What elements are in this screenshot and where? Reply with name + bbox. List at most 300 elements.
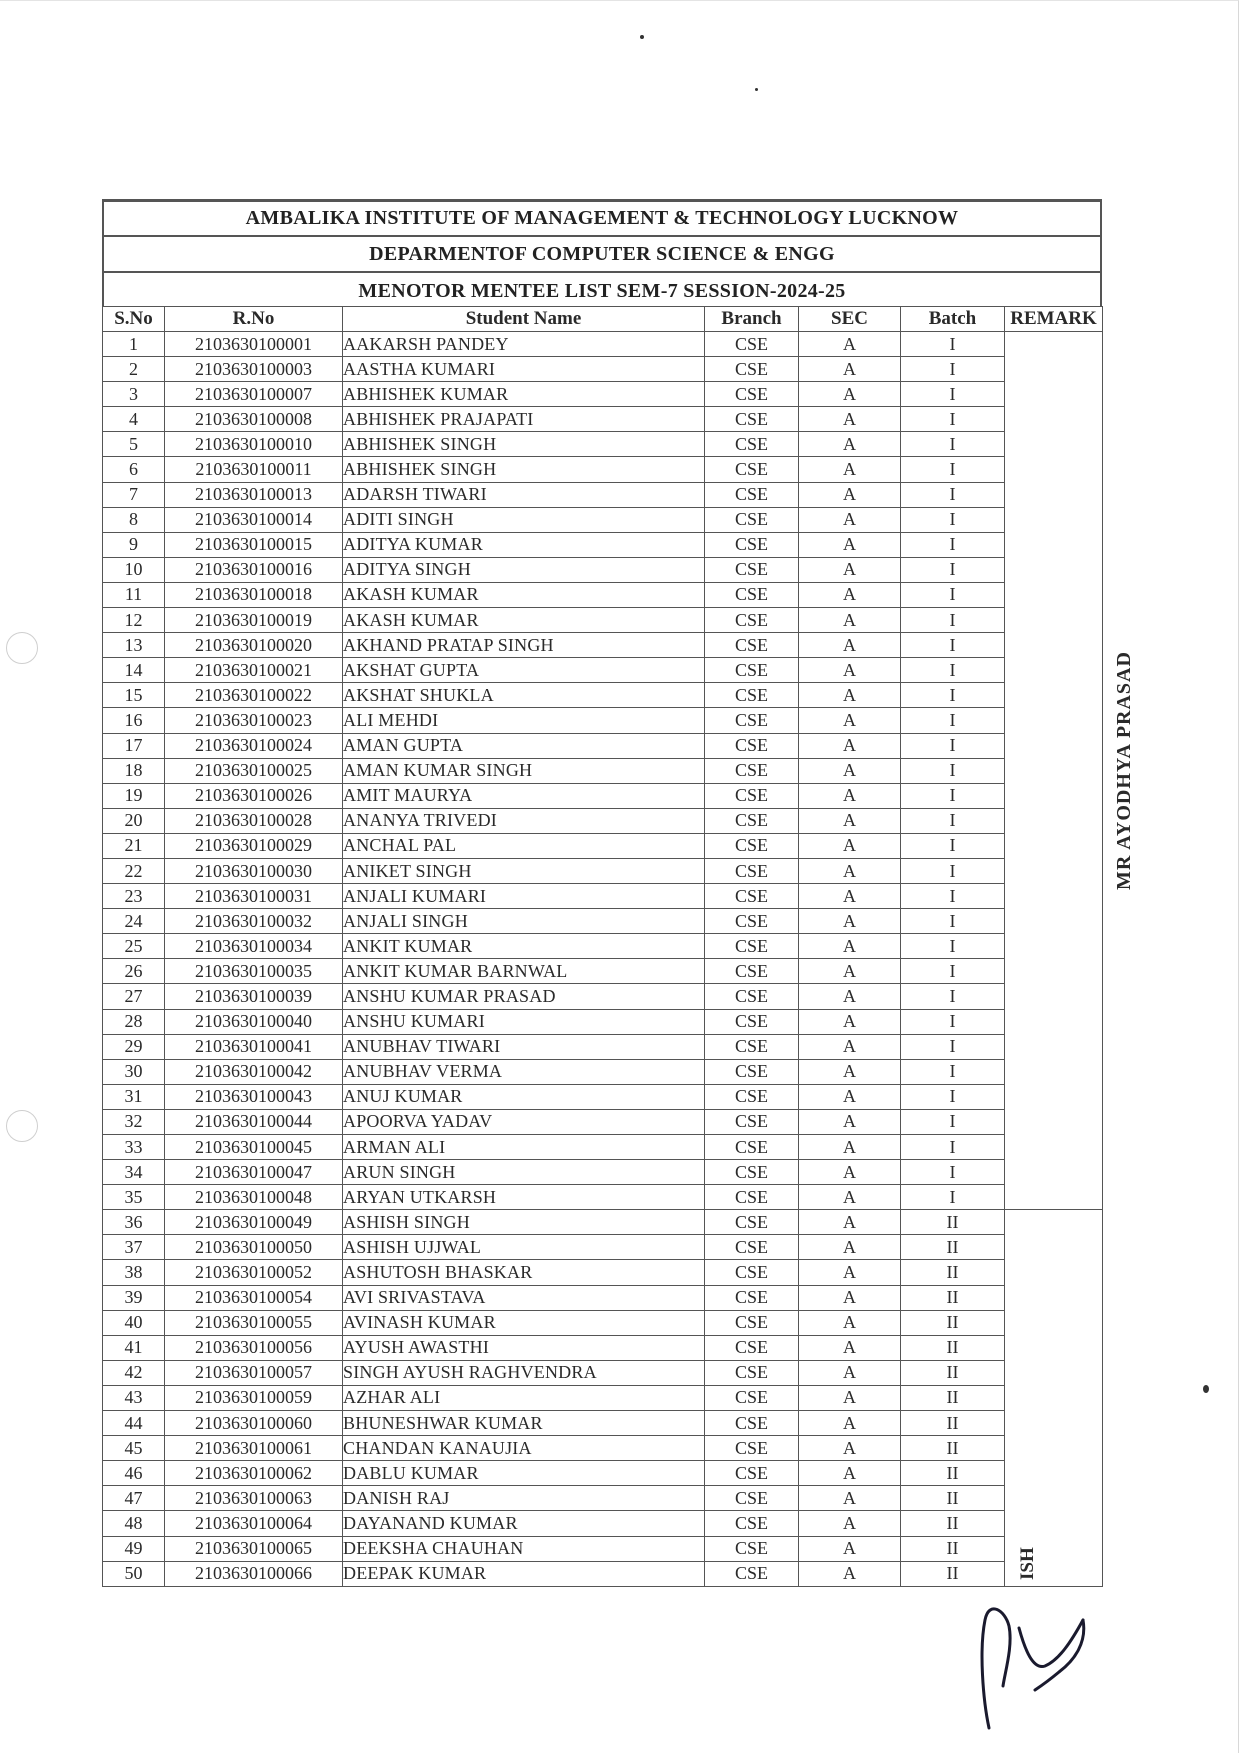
table-row xyxy=(103,783,1103,808)
serial-number-cell: 32 xyxy=(103,1109,165,1134)
mentor-name: ISH xyxy=(1017,1546,1038,1580)
section-cell: A xyxy=(799,1235,901,1260)
section-cell: A xyxy=(799,1461,901,1486)
roll-number-cell: 2103630100020 xyxy=(165,633,343,658)
student-name-cell: AMAN GUPTA xyxy=(343,733,705,758)
branch-cell: CSE xyxy=(705,858,799,883)
table-row xyxy=(103,457,1103,482)
branch-cell: CSE xyxy=(705,1034,799,1059)
batch-cell: I xyxy=(901,1135,1005,1160)
serial-number-cell: 24 xyxy=(103,909,165,934)
roll-number-cell: 2103630100030 xyxy=(165,858,343,883)
serial-number-cell: 46 xyxy=(103,1461,165,1486)
branch-cell: CSE xyxy=(705,833,799,858)
batch-cell: I xyxy=(901,884,1005,909)
table-row xyxy=(103,934,1103,959)
batch-cell: I xyxy=(901,332,1005,357)
serial-number-cell: 9 xyxy=(103,532,165,557)
roll-number-cell: 2103630100041 xyxy=(165,1034,343,1059)
roll-number-cell: 2103630100032 xyxy=(165,909,343,934)
section-cell: A xyxy=(799,1436,901,1461)
section-cell: A xyxy=(799,357,901,382)
batch-cell: II xyxy=(901,1461,1005,1486)
student-name-cell: ANUJ KUMAR xyxy=(343,1084,705,1109)
roll-number-cell: 2103630100061 xyxy=(165,1436,343,1461)
batch-cell: I xyxy=(901,1009,1005,1034)
table-row xyxy=(103,1235,1103,1260)
roll-number-cell: 2103630100059 xyxy=(165,1385,343,1410)
table-row xyxy=(103,557,1103,582)
table-row xyxy=(103,909,1103,934)
serial-number-cell: 23 xyxy=(103,884,165,909)
section-cell: A xyxy=(799,1009,901,1034)
batch-cell: II xyxy=(901,1260,1005,1285)
table-row xyxy=(103,959,1103,984)
student-name-cell: ANJALI SINGH xyxy=(343,909,705,934)
section-cell: A xyxy=(799,1285,901,1310)
mentee-table xyxy=(102,306,1135,1587)
table-row xyxy=(103,432,1103,457)
table-row xyxy=(103,608,1103,633)
batch-cell: I xyxy=(901,1059,1005,1084)
branch-cell: CSE xyxy=(705,407,799,432)
batch-cell: I xyxy=(901,909,1005,934)
serial-number-cell: 16 xyxy=(103,708,165,733)
roll-number-cell: 2103630100015 xyxy=(165,532,343,557)
table-row xyxy=(103,1385,1103,1410)
scan-speck xyxy=(640,35,644,39)
batch-cell: I xyxy=(901,382,1005,407)
batch-cell: I xyxy=(901,582,1005,607)
serial-number-cell: 28 xyxy=(103,1009,165,1034)
section-cell: A xyxy=(799,1260,901,1285)
serial-number-cell: 21 xyxy=(103,833,165,858)
serial-number-cell: 30 xyxy=(103,1059,165,1084)
section-cell: A xyxy=(799,457,901,482)
table-row xyxy=(103,1009,1103,1034)
serial-number-cell: 49 xyxy=(103,1536,165,1561)
serial-number-cell: 29 xyxy=(103,1034,165,1059)
table-row xyxy=(103,357,1103,382)
branch-cell: CSE xyxy=(705,1009,799,1034)
branch-cell: CSE xyxy=(705,1084,799,1109)
roll-number-cell: 2103630100064 xyxy=(165,1511,343,1536)
batch-cell: II xyxy=(901,1310,1005,1335)
roll-number-cell: 2103630100065 xyxy=(165,1536,343,1561)
batch-cell: I xyxy=(901,557,1005,582)
student-name-cell: ADARSH TIWARI xyxy=(343,482,705,507)
section-cell: A xyxy=(799,959,901,984)
section-cell: A xyxy=(799,884,901,909)
student-name-cell: ASHISH SINGH xyxy=(343,1210,705,1235)
batch-cell: I xyxy=(901,457,1005,482)
branch-cell: CSE xyxy=(705,959,799,984)
branch-cell: CSE xyxy=(705,382,799,407)
branch-cell: CSE xyxy=(705,708,799,733)
batch-cell: I xyxy=(901,1034,1005,1059)
roll-number-cell: 2103630100019 xyxy=(165,608,343,633)
batch-cell: II xyxy=(901,1561,1005,1586)
list-title: MENOTOR MENTEE LIST SEM-7 SESSION-2024-25 xyxy=(102,271,1102,306)
section-cell: A xyxy=(799,582,901,607)
branch-cell: CSE xyxy=(705,808,799,833)
table-row xyxy=(103,1109,1103,1134)
roll-number-cell: 2103630100003 xyxy=(165,357,343,382)
branch-cell: CSE xyxy=(705,582,799,607)
branch-cell: CSE xyxy=(705,909,799,934)
roll-number-cell: 2103630100001 xyxy=(165,332,343,357)
branch-cell: CSE xyxy=(705,482,799,507)
student-name-cell: AVINASH KUMAR xyxy=(343,1310,705,1335)
institute-title: AMBALIKA INSTITUTE OF MANAGEMENT & TECHNOLOGY LUCKNOW xyxy=(102,199,1102,235)
table-row xyxy=(103,1034,1103,1059)
section-cell: A xyxy=(799,1561,901,1586)
section-cell: A xyxy=(799,1310,901,1335)
serial-number-cell: 47 xyxy=(103,1486,165,1511)
branch-cell: CSE xyxy=(705,1260,799,1285)
serial-number-cell: 31 xyxy=(103,1084,165,1109)
table-row xyxy=(103,382,1103,407)
serial-number-cell: 5 xyxy=(103,432,165,457)
punch-hole xyxy=(6,1110,38,1142)
branch-cell: CSE xyxy=(705,1285,799,1310)
student-name-cell: DEEKSHA CHAUHAN xyxy=(343,1536,705,1561)
section-cell: A xyxy=(799,482,901,507)
section-cell: A xyxy=(799,658,901,683)
batch-cell: I xyxy=(901,532,1005,557)
student-name-cell: AKHAND PRATAP SINGH xyxy=(343,633,705,658)
batch-cell: I xyxy=(901,1109,1005,1134)
roll-number-cell: 2103630100062 xyxy=(165,1461,343,1486)
branch-cell: CSE xyxy=(705,1135,799,1160)
roll-number-cell: 2103630100049 xyxy=(165,1210,343,1235)
branch-cell: CSE xyxy=(705,633,799,658)
batch-cell: I xyxy=(901,858,1005,883)
serial-number-cell: 36 xyxy=(103,1210,165,1235)
serial-number-cell: 39 xyxy=(103,1285,165,1310)
student-name-cell: ANANYA TRIVEDI xyxy=(343,808,705,833)
student-name-cell: ARMAN ALI xyxy=(343,1135,705,1160)
serial-number-cell: 10 xyxy=(103,557,165,582)
student-name-cell: DABLU KUMAR xyxy=(343,1461,705,1486)
section-cell: A xyxy=(799,733,901,758)
branch-cell: CSE xyxy=(705,357,799,382)
student-name-cell: AAKARSH PANDEY xyxy=(343,332,705,357)
branch-cell: CSE xyxy=(705,1436,799,1461)
branch-cell: CSE xyxy=(705,934,799,959)
section-cell: A xyxy=(799,984,901,1009)
serial-number-cell: 1 xyxy=(103,332,165,357)
section-cell: A xyxy=(799,683,901,708)
batch-cell: II xyxy=(901,1511,1005,1536)
branch-cell: CSE xyxy=(705,432,799,457)
section-cell: A xyxy=(799,833,901,858)
section-cell: A xyxy=(799,608,901,633)
student-name-cell: SINGH AYUSH RAGHVENDRA xyxy=(343,1360,705,1385)
table-row xyxy=(103,1185,1103,1210)
roll-number-cell: 2103630100021 xyxy=(165,658,343,683)
handwritten-signature xyxy=(975,1590,1105,1730)
branch-cell: CSE xyxy=(705,1461,799,1486)
branch-cell: CSE xyxy=(705,1486,799,1511)
branch-cell: CSE xyxy=(705,608,799,633)
roll-number-cell: 2103630100043 xyxy=(165,1084,343,1109)
table-body xyxy=(103,332,1135,1587)
table-row xyxy=(103,633,1103,658)
department-title: DEPARMENTOF COMPUTER SCIENCE & ENGG xyxy=(102,235,1102,271)
table-row xyxy=(103,833,1103,858)
section-cell: A xyxy=(799,432,901,457)
serial-number-cell: 44 xyxy=(103,1411,165,1436)
batch-cell: I xyxy=(901,1185,1005,1210)
batch-cell: I xyxy=(901,758,1005,783)
roll-number-cell: 2103630100011 xyxy=(165,457,343,482)
roll-number-cell: 2103630100063 xyxy=(165,1486,343,1511)
student-name-cell: AMAN KUMAR SINGH xyxy=(343,758,705,783)
student-name-cell: AKSHAT SHUKLA xyxy=(343,683,705,708)
roll-number-cell: 2103630100034 xyxy=(165,934,343,959)
roll-number-cell: 2103630100008 xyxy=(165,407,343,432)
serial-number-cell: 19 xyxy=(103,783,165,808)
roll-number-cell: 2103630100010 xyxy=(165,432,343,457)
section-cell: A xyxy=(799,1511,901,1536)
serial-number-cell: 2 xyxy=(103,357,165,382)
branch-cell: CSE xyxy=(705,884,799,909)
column-header: Branch xyxy=(705,307,799,332)
scan-speck xyxy=(1203,1385,1209,1393)
branch-cell: CSE xyxy=(705,1511,799,1536)
roll-number-cell: 2103630100018 xyxy=(165,582,343,607)
serial-number-cell: 3 xyxy=(103,382,165,407)
batch-cell: II xyxy=(901,1335,1005,1360)
table-row xyxy=(103,658,1103,683)
serial-number-cell: 18 xyxy=(103,758,165,783)
branch-cell: CSE xyxy=(705,1310,799,1335)
table-row xyxy=(103,1135,1103,1160)
roll-number-cell: 2103630100023 xyxy=(165,708,343,733)
branch-cell: CSE xyxy=(705,1235,799,1260)
branch-cell: CSE xyxy=(705,1185,799,1210)
serial-number-cell: 13 xyxy=(103,633,165,658)
roll-number-cell: 2103630100014 xyxy=(165,507,343,532)
section-cell: A xyxy=(799,1185,901,1210)
section-cell: A xyxy=(799,1385,901,1410)
serial-number-cell: 15 xyxy=(103,683,165,708)
serial-number-cell: 43 xyxy=(103,1385,165,1410)
serial-number-cell: 8 xyxy=(103,507,165,532)
serial-number-cell: 25 xyxy=(103,934,165,959)
section-cell: A xyxy=(799,1135,901,1160)
student-name-cell: ASHUTOSH BHASKAR xyxy=(343,1260,705,1285)
student-name-cell: AZHAR ALI xyxy=(343,1385,705,1410)
branch-cell: CSE xyxy=(705,457,799,482)
student-name-cell: ABHISHEK SINGH xyxy=(343,432,705,457)
serial-number-cell: 22 xyxy=(103,858,165,883)
student-name-cell: AYUSH AWASTHI xyxy=(343,1335,705,1360)
batch-cell: II xyxy=(901,1285,1005,1310)
table-row xyxy=(103,1310,1103,1335)
serial-number-cell: 17 xyxy=(103,733,165,758)
serial-number-cell: 4 xyxy=(103,407,165,432)
table-row xyxy=(103,733,1103,758)
roll-number-cell: 2103630100055 xyxy=(165,1310,343,1335)
section-cell: A xyxy=(799,808,901,833)
student-name-cell: ANKIT KUMAR xyxy=(343,934,705,959)
branch-cell: CSE xyxy=(705,532,799,557)
table-row xyxy=(103,1486,1103,1511)
batch-cell: II xyxy=(901,1436,1005,1461)
serial-number-cell: 40 xyxy=(103,1310,165,1335)
student-name-cell: ANUBHAV TIWARI xyxy=(343,1034,705,1059)
branch-cell: CSE xyxy=(705,332,799,357)
student-name-cell: ANKIT KUMAR BARNWAL xyxy=(343,959,705,984)
section-cell: A xyxy=(799,783,901,808)
batch-cell: I xyxy=(901,407,1005,432)
roll-number-cell: 2103630100026 xyxy=(165,783,343,808)
student-name-cell: ABHISHEK PRAJAPATI xyxy=(343,407,705,432)
table-row xyxy=(103,1536,1103,1561)
student-name-cell: ARYAN UTKARSH xyxy=(343,1185,705,1210)
serial-number-cell: 48 xyxy=(103,1511,165,1536)
branch-cell: CSE xyxy=(705,984,799,1009)
section-cell: A xyxy=(799,934,901,959)
batch-cell: I xyxy=(901,733,1005,758)
mentor-name: MR AYODHYA PRASAD xyxy=(1112,651,1135,891)
table-row xyxy=(103,1436,1103,1461)
table-row xyxy=(103,1511,1103,1536)
table-row xyxy=(103,1360,1103,1385)
serial-number-cell: 34 xyxy=(103,1160,165,1185)
serial-number-cell: 45 xyxy=(103,1436,165,1461)
table-row xyxy=(103,1210,1103,1235)
batch-cell: I xyxy=(901,683,1005,708)
table-row xyxy=(103,482,1103,507)
table-row xyxy=(103,683,1103,708)
table-row xyxy=(103,858,1103,883)
student-name-cell: AKSHAT GUPTA xyxy=(343,658,705,683)
branch-cell: CSE xyxy=(705,1210,799,1235)
section-cell: A xyxy=(799,1160,901,1185)
batch-cell: I xyxy=(901,1084,1005,1109)
table-row xyxy=(103,1160,1103,1185)
batch-cell: I xyxy=(901,658,1005,683)
branch-cell: CSE xyxy=(705,1160,799,1185)
section-cell: A xyxy=(799,1059,901,1084)
serial-number-cell: 20 xyxy=(103,808,165,833)
serial-number-cell: 11 xyxy=(103,582,165,607)
serial-number-cell: 50 xyxy=(103,1561,165,1586)
batch-cell: I xyxy=(901,783,1005,808)
column-header: Batch xyxy=(901,307,1005,332)
section-cell: A xyxy=(799,407,901,432)
branch-cell: CSE xyxy=(705,507,799,532)
section-cell: A xyxy=(799,1084,901,1109)
roll-number-cell: 2103630100029 xyxy=(165,833,343,858)
table-row xyxy=(103,1461,1103,1486)
student-name-cell: AMIT MAURYA xyxy=(343,783,705,808)
batch-cell: I xyxy=(901,833,1005,858)
student-name-cell: ABHISHEK SINGH xyxy=(343,457,705,482)
batch-cell: I xyxy=(901,432,1005,457)
branch-cell: CSE xyxy=(705,758,799,783)
table-row xyxy=(103,332,1103,357)
student-name-cell: ANCHAL PAL xyxy=(343,833,705,858)
table-row xyxy=(103,582,1103,607)
student-name-cell: ABHISHEK KUMAR xyxy=(343,382,705,407)
branch-cell: CSE xyxy=(705,1411,799,1436)
scan-speck xyxy=(755,88,758,91)
roll-number-cell: 2103630100047 xyxy=(165,1160,343,1185)
student-name-cell: ADITYA KUMAR xyxy=(343,532,705,557)
serial-number-cell: 42 xyxy=(103,1360,165,1385)
serial-number-cell: 6 xyxy=(103,457,165,482)
roll-number-cell: 2103630100042 xyxy=(165,1059,343,1084)
table-row xyxy=(103,1561,1103,1586)
table-row xyxy=(103,884,1103,909)
branch-cell: CSE xyxy=(705,1335,799,1360)
roll-number-cell: 2103630100022 xyxy=(165,683,343,708)
roll-number-cell: 2103630100060 xyxy=(165,1411,343,1436)
batch-cell: II xyxy=(901,1536,1005,1561)
section-cell: A xyxy=(799,858,901,883)
batch-cell: II xyxy=(901,1486,1005,1511)
table-row xyxy=(103,1335,1103,1360)
table-row xyxy=(103,758,1103,783)
student-name-cell: ADITI SINGH xyxy=(343,507,705,532)
branch-cell: CSE xyxy=(705,557,799,582)
section-cell: A xyxy=(799,382,901,407)
student-name-cell: AKASH KUMAR xyxy=(343,582,705,607)
table-header-row xyxy=(103,307,1103,332)
table-row xyxy=(103,507,1103,532)
batch-cell: II xyxy=(901,1210,1005,1235)
roll-number-cell: 2103630100066 xyxy=(165,1561,343,1586)
section-cell: A xyxy=(799,758,901,783)
roll-number-cell: 2103630100035 xyxy=(165,959,343,984)
batch-cell: I xyxy=(901,357,1005,382)
batch-cell: I xyxy=(901,608,1005,633)
section-cell: A xyxy=(799,633,901,658)
roll-number-cell: 2103630100052 xyxy=(165,1260,343,1285)
roll-number-cell: 2103630100039 xyxy=(165,984,343,1009)
roll-number-cell: 2103630100048 xyxy=(165,1185,343,1210)
serial-number-cell: 33 xyxy=(103,1135,165,1160)
student-name-cell: ANIKET SINGH xyxy=(343,858,705,883)
student-name-cell: AKASH KUMAR xyxy=(343,608,705,633)
student-name-cell: ANUBHAV VERMA xyxy=(343,1059,705,1084)
student-name-cell: ADITYA SINGH xyxy=(343,557,705,582)
section-cell: A xyxy=(799,708,901,733)
table-row xyxy=(103,532,1103,557)
branch-cell: CSE xyxy=(705,1109,799,1134)
serial-number-cell: 37 xyxy=(103,1235,165,1260)
batch-cell: II xyxy=(901,1411,1005,1436)
table-row xyxy=(103,1411,1103,1436)
branch-cell: CSE xyxy=(705,1360,799,1385)
roll-number-cell: 2103630100013 xyxy=(165,482,343,507)
roll-number-cell: 2103630100024 xyxy=(165,733,343,758)
serial-number-cell: 27 xyxy=(103,984,165,1009)
roll-number-cell: 2103630100056 xyxy=(165,1335,343,1360)
section-cell: A xyxy=(799,557,901,582)
table-row xyxy=(103,708,1103,733)
column-header: Student Name xyxy=(343,307,705,332)
student-name-cell: AASTHA KUMARI xyxy=(343,357,705,382)
batch-cell: II xyxy=(901,1360,1005,1385)
section-cell: A xyxy=(799,1109,901,1134)
branch-cell: CSE xyxy=(705,783,799,808)
branch-cell: CSE xyxy=(705,1561,799,1586)
